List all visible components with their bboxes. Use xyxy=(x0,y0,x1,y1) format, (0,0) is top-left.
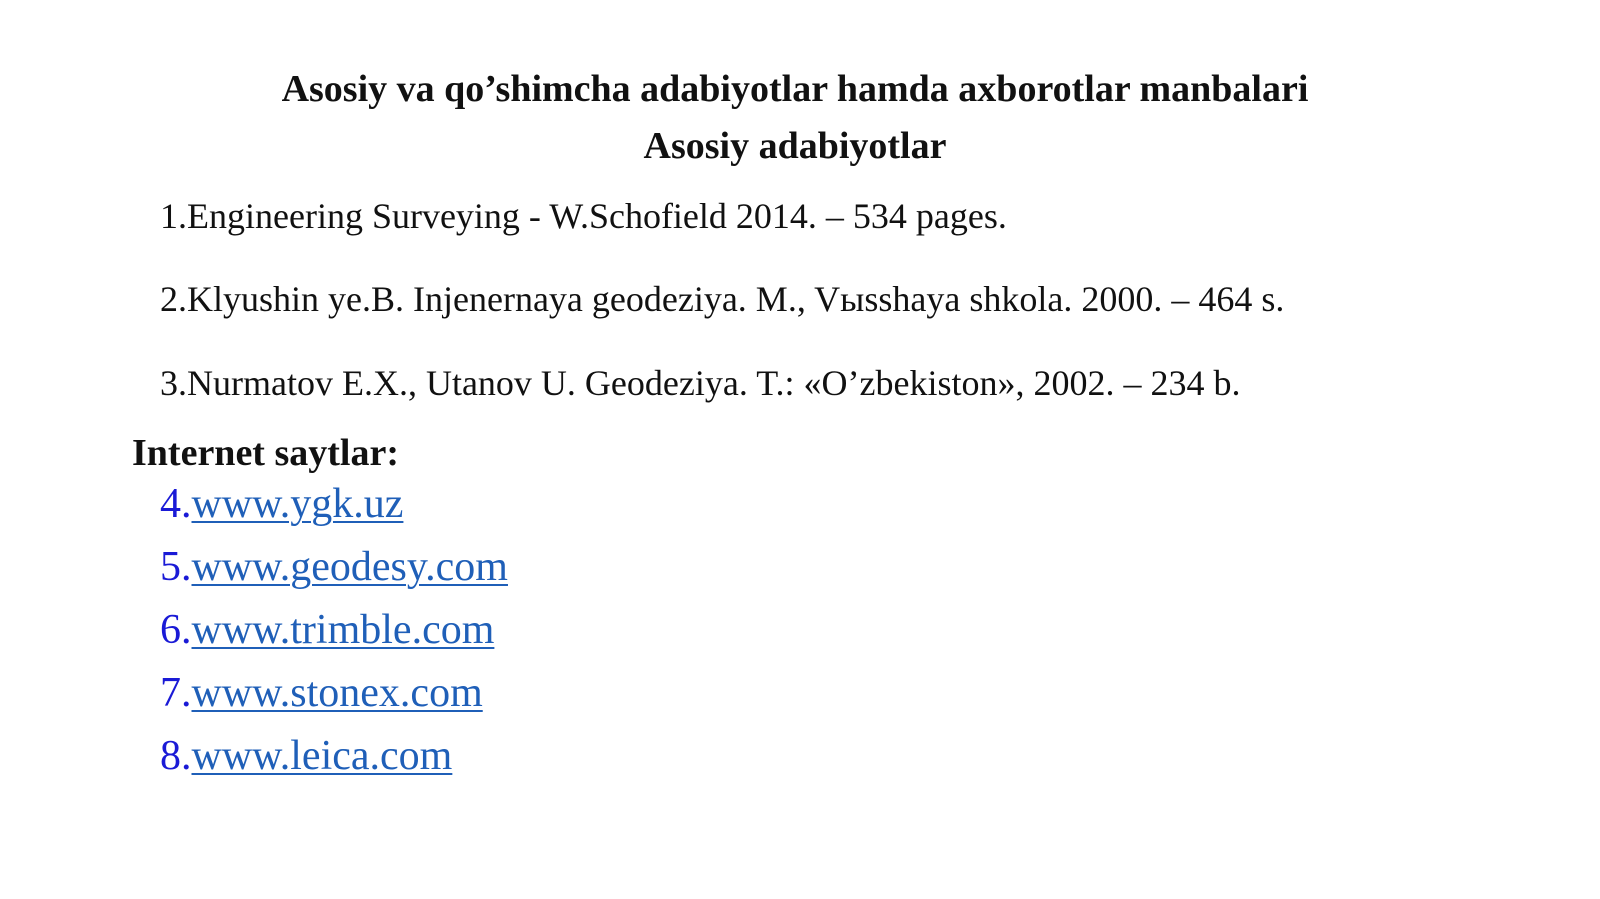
link-item xyxy=(160,542,508,592)
link-geodesy[interactable]: www.geodesy.com xyxy=(191,544,508,590)
reference-item: 2.Klyushin ye.B. Injenernaya geodeziya. M., Vыsshaya shkola. 2000. – 464 s. xyxy=(160,279,1285,319)
link-number: 8. xyxy=(160,733,192,779)
link-number: 6. xyxy=(160,607,192,653)
internet-sites-heading: Internet saytlar: xyxy=(132,432,399,474)
link-item xyxy=(160,479,403,529)
link-leica[interactable]: www.leica.com xyxy=(191,733,453,779)
reference-item: 3.Nurmatov E.X., Utanov U. Geodeziya. T.: «O’zbekiston», 2002. – 234 b. xyxy=(160,363,1241,403)
link-trimble[interactable]: www.trimble.com xyxy=(191,607,495,653)
link-item xyxy=(160,731,452,781)
link-ygk[interactable]: www.ygk.uz xyxy=(191,481,404,527)
page-title: Asosiy va qo’shimcha adabiyotlar hamda axborotlar manbalari xyxy=(281,68,1309,110)
link-item xyxy=(160,605,494,655)
link-number: 5. xyxy=(160,544,192,590)
section-title-main-literature: Asosiy adabiyotlar xyxy=(643,125,947,167)
reference-item: 1.Engineering Surveying - W.Schofield 2014. – 534 pages. xyxy=(160,196,1007,236)
link-stonex[interactable]: www.stonex.com xyxy=(191,670,483,716)
link-item xyxy=(160,668,483,718)
link-number: 4. xyxy=(160,481,192,527)
link-number: 7. xyxy=(160,670,192,716)
